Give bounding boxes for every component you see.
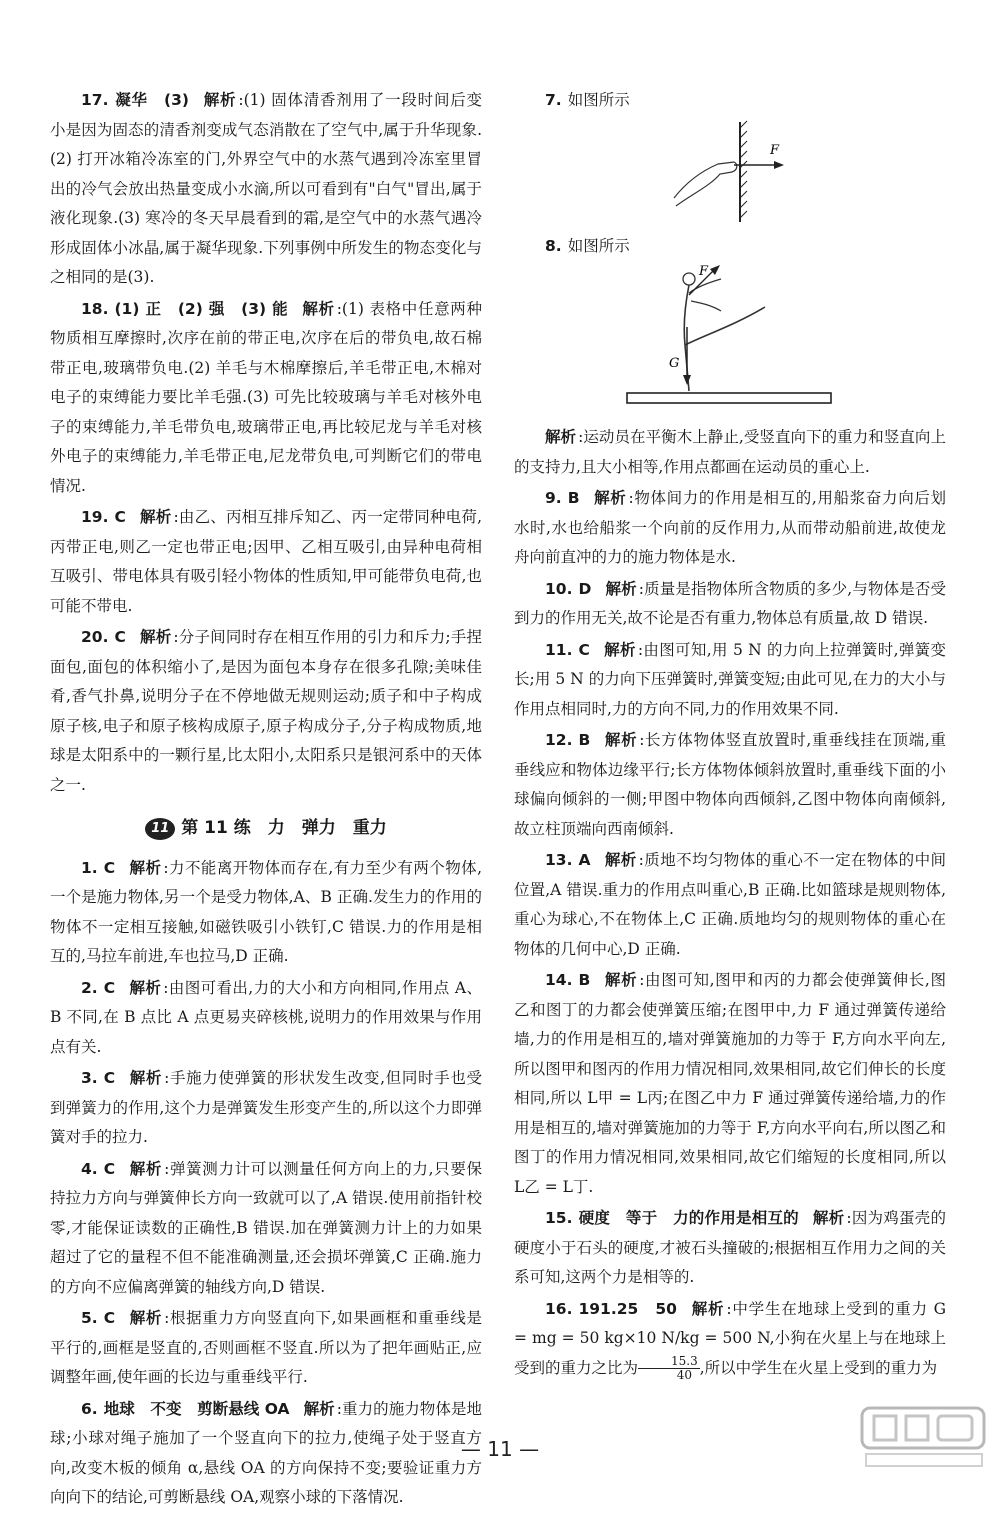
answer-6: 6. 地球 不变 剪断悬线 OA 解析 :重力的施力物体是地球;小球对绳子施加了一个竖直向下的拉力,使绳子处于竖直方向,改变木板的倾角 α,悬线 OA 的方向保持不变;要验证重力方向向下的结论,可剪断悬线 OA,观察小球的下落情况. [50, 1399, 482, 1506]
answer-10: 10. D 解析 :质量是指物体所含物质的多少,与物体是否受到力的作用无关,故不论是否有重力,物体总有质量,故 D 错误. [514, 579, 946, 627]
section-number-badge: 11 [145, 818, 175, 840]
answer-19: 19. C 解析 :由乙、丙相互排斥知乙、丙一定带同种电荷,丙带正电,则乙一定也带正电;因甲、乙相互吸引,由异种电荷相互吸引、带电体具有吸引轻小物体的性质知,甲可能带负电荷,也可能不带电. [50, 508, 482, 615]
figure-8-label-f: F [699, 265, 709, 279]
answer-8-explanation: 解析 :运动员在平衡木上静止,受竖直向下的重力和竖直向上的支持力,且大小相等,作用点都画在运动员的重心上. [514, 428, 946, 476]
answer-16: 16. 191.25 50 解析 :中学生在地球上受到的重力 G = mg = 50 kg×10 N/kg = 500 N,小狗在火星上与在地球上受到的重力之比为 $\frac{15.3}{40}$ ,所以中学生在火星上受到的重力为 [514, 1299, 946, 1382]
page-number: — 11 — [460, 1437, 540, 1461]
answer-3: 3. C 解析 :手施力使弹簧的形状发生改变,但同时手也受到弹簧力的作用,这个力是弹簧发生形变产生的,所以这个力即弹簧对手的拉力. [50, 1069, 482, 1146]
fraction: $\frac{15.3}{40}$ [638, 1355, 700, 1382]
answer-2: 2. C 解析 :由图可看出,力的大小和方向相同,作用点 A、B 不同,在 B 点比 A 点更易夹碎核桃,说明力的作用效果与作用点有关. [50, 978, 482, 1056]
answer-5: 5. C 解析 :根据重力方向竖直向下,如果画框和重垂线是平行的,画框是竖直的,否则画框不竖直.所以为了把年画贴正,应调整年画,使年画的长边与重垂线平行. [50, 1309, 482, 1386]
answer-1: 1. C 解析 :力不能离开物体而存在,有力至少有两个物体,一个是施力物体,另一个是受力物体,A、B 正确.发生力的作用的物体不一定相互接触,如磁铁吸引小铁钉,C 错误.力的作用是相互的,马拉车前进,车也拉马,D 正确. [50, 858, 482, 965]
answer-14: 14. B 解析 :由图可知,图甲和丙的力都会使弹簧伸长,图乙和图丁的力都会使弹簧压缩;在图甲中,力 F 通过弹簧传递给墙,力的作用是相互的,墙对弹簧施加的力等于 F,方向水平向左,所以图甲和图丙的作用力情况相同,效果相同,故它们伸长的长度相同,所以 L甲 = L丙;在图乙中力 F 通过弹簧传递给墙,力的作用是相互的,墙对弹簧施加的力等于 F,方向水平向右,所以图乙和图丁的作用力情况相同,效果相同,故它们缩短的长度相同,所以 L乙 = L丁. [514, 971, 946, 1196]
left-column [50, 86, 482, 1515]
section-heading [50, 814, 482, 844]
section-title: 第 11 练 力 弹力 重力 [181, 818, 387, 838]
answer-13: 13. A 解析 :质地不均匀物体的重心不一定在物体的中间位置,A 错误.重力的作用点叫重心,B 正确.比如篮球是规则物体,重心为球心,不在物体上,C 正确.质地均匀的规则物体的重心在物体的几何中心,D 正确. [514, 851, 946, 958]
answer-12: 12. B 解析 :长方体物体竖直放置时,重垂线挂在顶端,重垂线应和物体边缘平行;长方体物体倾斜放置时,重垂线下面的小球偏向倾斜的一侧;甲图中物体向西倾斜,乙图中物体向南倾斜,故立柱顶端向西南倾斜. [514, 731, 947, 838]
figure-7-wall-pull [670, 120, 790, 224]
watermark-logo [858, 1402, 988, 1472]
answer-8: 8. 如图所示 [545, 236, 630, 255]
right-column [514, 86, 946, 1385]
answer-18: 18. (1) 正 (2) 强 (3) 能 解析 :(1) 表格中任意两种物质相互摩擦时,次序在前的带正电,次序在后的带负电,故石棉带正电,玻璃带负电.(2) 羊毛与木棉摩擦后,羊毛带正电,木棉对电子的束缚能力要比羊毛强.(3) 可先比较玻璃与羊毛对核外电子的束缚能力,羊毛带负电,玻璃带正电,再比较尼龙与羊毛对核外电子的束缚能力,羊毛带正电,尼龙带负电,可判断它们的带电情况. [50, 299, 482, 495]
figure-7-label-f: F [770, 142, 780, 158]
answer-7: 7. 如图所示 [545, 91, 630, 109]
answer-17: 17. 凝华 (3) 解析 :(1) 固体清香剂用了一段时间后变小是因为固态的清香剂变成气态消散在了空气中,属于升华现象.(2) 打开冰箱冷冻室的门,外界空气中的水蒸气遇到冷冻室里冒出的冷气会放出热量变成小水滴,所以可看到有"白气"冒出,属于液化现象.(3) 寒冷的冬天早晨看到的霜,是空气中的水蒸气遇冷形成固体小冰晶,属于凝华现象.下列事例中所发生的物态变化与之相同的是(3). [50, 91, 482, 286]
figure-8-label-g: G [669, 356, 680, 371]
answer-11: 11. C 解析 :由图可知,用 5 N 的力向上拉弹簧时,弹簧变长;用 5 N 的力向下压弹簧时,弹簧变短;由此可见,在力的大小与作用点相同时,力的方向不同,力的作用效果不同. [514, 640, 946, 718]
figure-8-gymnast-beam [625, 265, 835, 415]
answer-9: 9. B 解析 :物体间力的作用是相互的,用船浆奋力向后划水时,水也给船浆一个向前的反作用力,从而带动船前进,故使龙舟向前直冲的力的施力物体是水. [514, 489, 946, 566]
answer-4: 4. C 解析 :弹簧测力计可以测量任何方向上的力,只要保持拉力方向与弹簧伸长方向一致就可以了,A 错误.使用前指针校零,才能保证读数的正确性,B 错误.加在弹簧测力计上的力如果超过了它的量程不但不能准确测量,还会损坏弹簧,C 正确.施力的方向不应偏离弹簧的轴线方向,D 错误. [50, 1159, 482, 1296]
answer-20: 20. C 解析 :分子间同时存在相互作用的引力和斥力;手捏面包,面包的体积缩小了,是因为面包本身存在很多孔隙;美味佳肴,香气扑鼻,说明分子在不停地做无规则运动;质子和中子构成原子核,电子和原子核构成原子,原子构成分子,分子构成物质,地球是太阳系中的一颗行星,比太阳小,太阳系只是银河系中的天体之一. [50, 628, 482, 794]
answer-15: 15. 硬度 等于 力的作用是相互的 解析 :因为鸡蛋壳的硬度小于石头的硬度,才被石头撞破的;根据相互作用力之间的关系可知,这两个力是相等的. [514, 1209, 946, 1286]
